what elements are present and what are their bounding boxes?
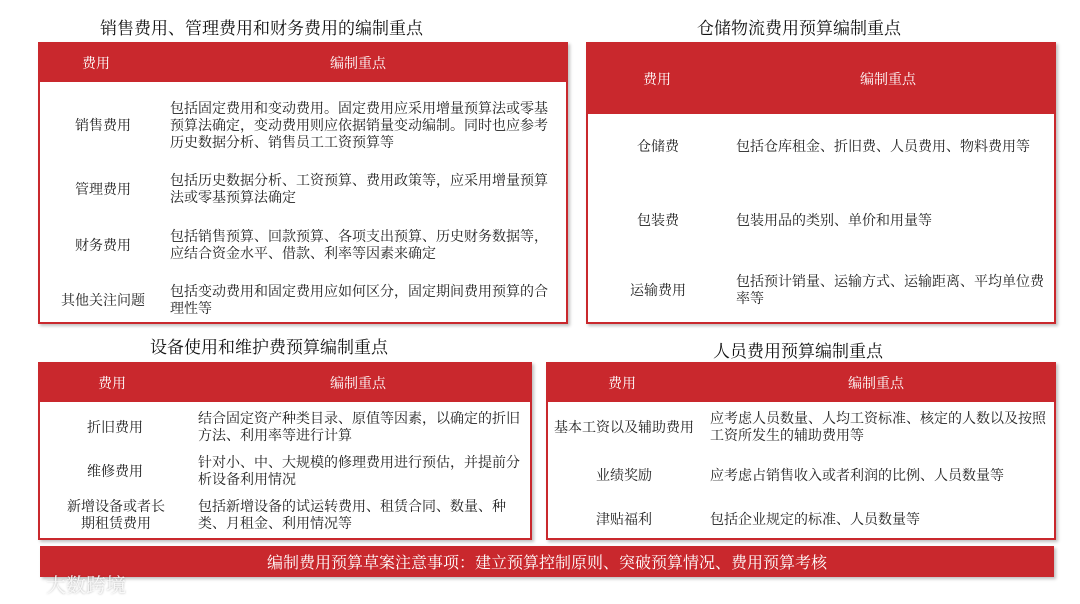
section-title-equipment: 设备使用和维护费预算编制重点 (150, 338, 388, 358)
row-text: 包装用品的类别、单价和用量等 (736, 212, 932, 229)
section-title-personnel: 人员费用预算编制重点 (713, 342, 883, 362)
wechat-logo-icon (10, 570, 40, 596)
row-label: 财务费用 (75, 237, 131, 254)
col-header-expense: 费用 (643, 72, 671, 88)
watermark (10, 568, 126, 598)
row-label: 业绩奖励 (596, 467, 652, 484)
table-row (548, 464, 1054, 488)
col-header-expense: 费用 (98, 376, 126, 392)
table-row (40, 452, 530, 492)
col-header-focus: 编制重点 (330, 56, 386, 72)
table-row (40, 281, 566, 321)
table-row (588, 209, 1054, 233)
row-label: 新增设备或者长期租赁费用 (67, 499, 165, 532)
row-label: 销售费用 (75, 117, 131, 134)
section-title-warehouse: 仓储物流费用预算编制重点 (697, 19, 901, 39)
table-row (588, 126, 1054, 168)
table-header (40, 44, 566, 82)
table-warehouse (586, 42, 1056, 324)
row-text: 包括固定费用和变动费用。固定费用应采用增量预算法或零基预算法确定，变动费用则应依据销量变动编制。同时也应参考历史数据分析、销售员工工资预算等 (170, 100, 548, 151)
row-text: 包括预计销量、运输方式、运输距离、平均单位费率等 (736, 274, 1044, 307)
table-personnel (546, 362, 1056, 540)
table-header (40, 364, 530, 402)
table-equipment (38, 362, 532, 540)
table-row (40, 226, 566, 266)
row-text: 包括变动费用和固定费用应如何区分，固定期间费用预算的合理性等 (170, 284, 548, 317)
row-label: 维修费用 (87, 463, 143, 480)
row-label: 包装费 (637, 212, 679, 229)
row-text: 包括企业规定的标准、人员数量等 (710, 511, 920, 528)
table-row (40, 170, 566, 210)
row-label: 管理费用 (75, 181, 131, 198)
row-text: 包括新增设备的试运转费用、租赁合同、数量、种类、月租金、利用情况等 (198, 499, 506, 532)
row-label: 折旧费用 (87, 419, 143, 436)
table-row (588, 271, 1054, 311)
row-text: 结合固定资产种类目录、原值等因素，以确定的折旧方法、利用率等进行计算 (198, 411, 520, 444)
table-row (40, 94, 566, 158)
row-text: 应考虑人员数量、人均工资标准、核定的人数以及按照工资所发生的辅助费用等 (710, 411, 1046, 444)
section-title-selling: 销售费用、管理费用和财务费用的编制重点 (100, 19, 423, 39)
row-label: 仓储费 (637, 138, 679, 155)
col-header-focus: 编制重点 (848, 376, 904, 392)
watermark-text: 大数跨境 (46, 572, 126, 597)
row-text: 应考虑占销售收入或者利润的比例、人员数量等 (710, 467, 1004, 484)
row-text: 包括销售预算、回款预算、各项支出预算、历史财务数据等，应结合资金水平、借款、利率等因素来确定 (170, 229, 548, 262)
table-row (40, 496, 530, 536)
col-header-expense: 费用 (82, 56, 110, 72)
col-header-expense: 费用 (608, 376, 636, 392)
table-row (548, 408, 1054, 448)
table-selling (38, 42, 568, 324)
row-label: 基本工资以及辅助费用 (554, 419, 694, 436)
table-row (40, 408, 530, 448)
table-header (548, 364, 1054, 402)
col-header-focus: 编制重点 (860, 72, 916, 88)
row-label: 运输费用 (630, 282, 686, 299)
row-text: 针对小、中、大规模的修理费用进行预估，并提前分析设备利用情况 (198, 455, 520, 488)
table-row (548, 508, 1054, 532)
col-header-focus: 编制重点 (330, 376, 386, 392)
row-text: 包括历史数据分析、工资预算、费用政策等，应采用增量预算法或零基预算法确定 (170, 173, 548, 206)
row-label: 津贴福利 (596, 511, 652, 528)
table-header (588, 44, 1054, 114)
row-text: 包括仓库租金、折旧费、人员费用、物料费用等 (736, 138, 1030, 155)
footer-banner: 编制费用预算草案注意事项：建立预算控制原则、突破预算情况、费用预算考核 (40, 546, 1054, 577)
row-label: 其他关注问题 (61, 292, 145, 309)
